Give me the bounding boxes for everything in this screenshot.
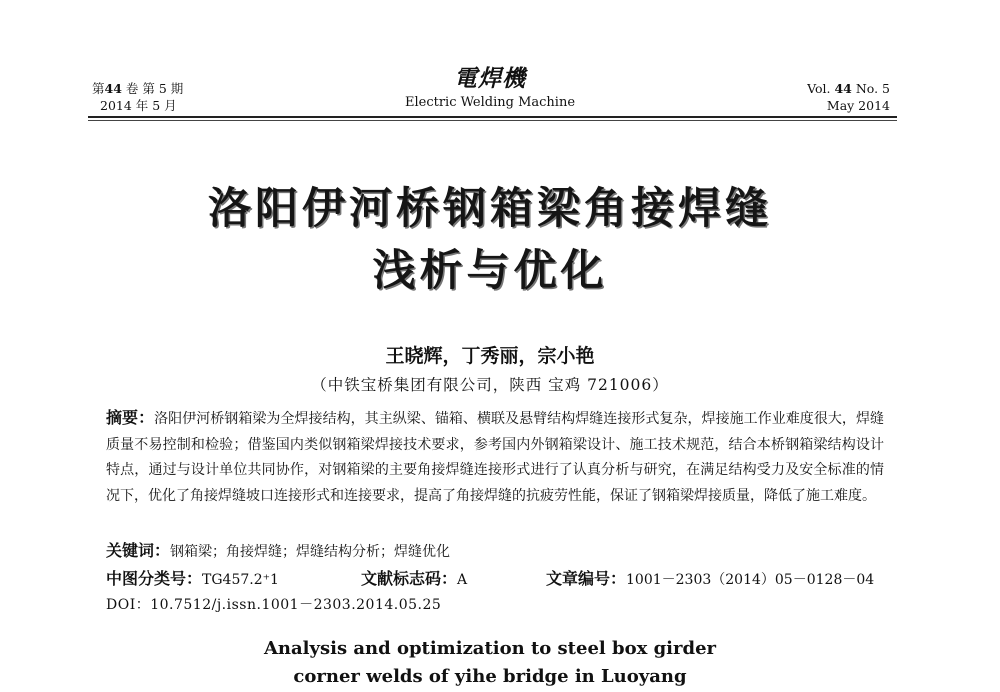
journal-name-en: Electric Welding Machine	[404, 95, 576, 110]
keywords-label: 关键词：	[106, 541, 171, 560]
paper-title-line1: 洛阳伊河桥钢箱梁角接焊缝	[208, 184, 772, 234]
date-cn: 2014 年 5 月	[100, 98, 177, 113]
author-list: 王晓辉，丁秀丽，宗小艳	[385, 345, 595, 367]
english-title-line1: Analysis and optimization to steel box girder	[263, 638, 717, 659]
abstract-text: 洛阳伊河桥钢箱梁为全焊接结构，其主纵梁、锚箱、横联及悬臂结构焊缝连接形式复杂，焊接施工作业难度很大，焊缝质量不易控制和检验；借鉴国内类似钢箱梁焊接技术要求，参考国内外钢箱梁设计、施工技术规范，结合本桥钢箱梁结构设计特点，通过与设计单位共同协作，对钢箱梁的主要角接焊缝连接形式进行了认真分析与研究，在满足结构受力及安全标准的情况下，优化了角接焊缝坡口连接形式和连接要求，提高了角接焊缝的抗疲劳性能，保证了钢箱梁焊接质量，降低了施工难度。	[106, 411, 884, 504]
clc-number	[106, 566, 279, 589]
document-code	[361, 566, 467, 589]
volume-cn: 第44 卷 第 5 期	[92, 81, 184, 96]
article-number-value: 1001－2303（2014）05－0128－04	[626, 572, 875, 588]
affiliation: （中铁宝桥集团有限公司，陕西 宝鸡 721006）	[311, 376, 669, 394]
abstract	[106, 405, 884, 509]
doc-code-label: 文献标志码：	[361, 569, 458, 588]
header-rule-thin	[88, 120, 897, 121]
english-title-line2: corner welds of yihe bridge in Luoyang	[293, 666, 687, 687]
issue-info-cn	[92, 80, 183, 114]
volume-en: Vol. 44 No. 5	[807, 81, 890, 96]
journal-masthead	[380, 66, 600, 111]
paper-title-line2: 浅析与优化	[372, 246, 608, 296]
abstract-label: 摘要：	[106, 408, 155, 427]
header-rule-thick	[88, 116, 897, 118]
keywords	[106, 538, 450, 561]
issue-info-en	[807, 80, 890, 114]
clc-value: TG457.2⁺1	[202, 572, 279, 588]
doc-code-value: A	[457, 572, 468, 588]
volume-number-en: 44	[834, 81, 852, 96]
date-en: May 2014	[826, 98, 890, 113]
clc-label: 中图分类号：	[106, 569, 203, 588]
volume-number-cn: 44	[104, 81, 122, 96]
journal-logo: 電焊機	[454, 65, 526, 92]
article-number-label: 文章编号：	[546, 569, 627, 588]
doi[interactable]: DOI：10.7512/j.issn.1001－2303.2014.05.25	[106, 597, 442, 613]
article-number	[546, 566, 874, 589]
keywords-text: 钢箱梁；角接焊缝；焊缝结构分析；焊缝优化	[170, 544, 451, 560]
